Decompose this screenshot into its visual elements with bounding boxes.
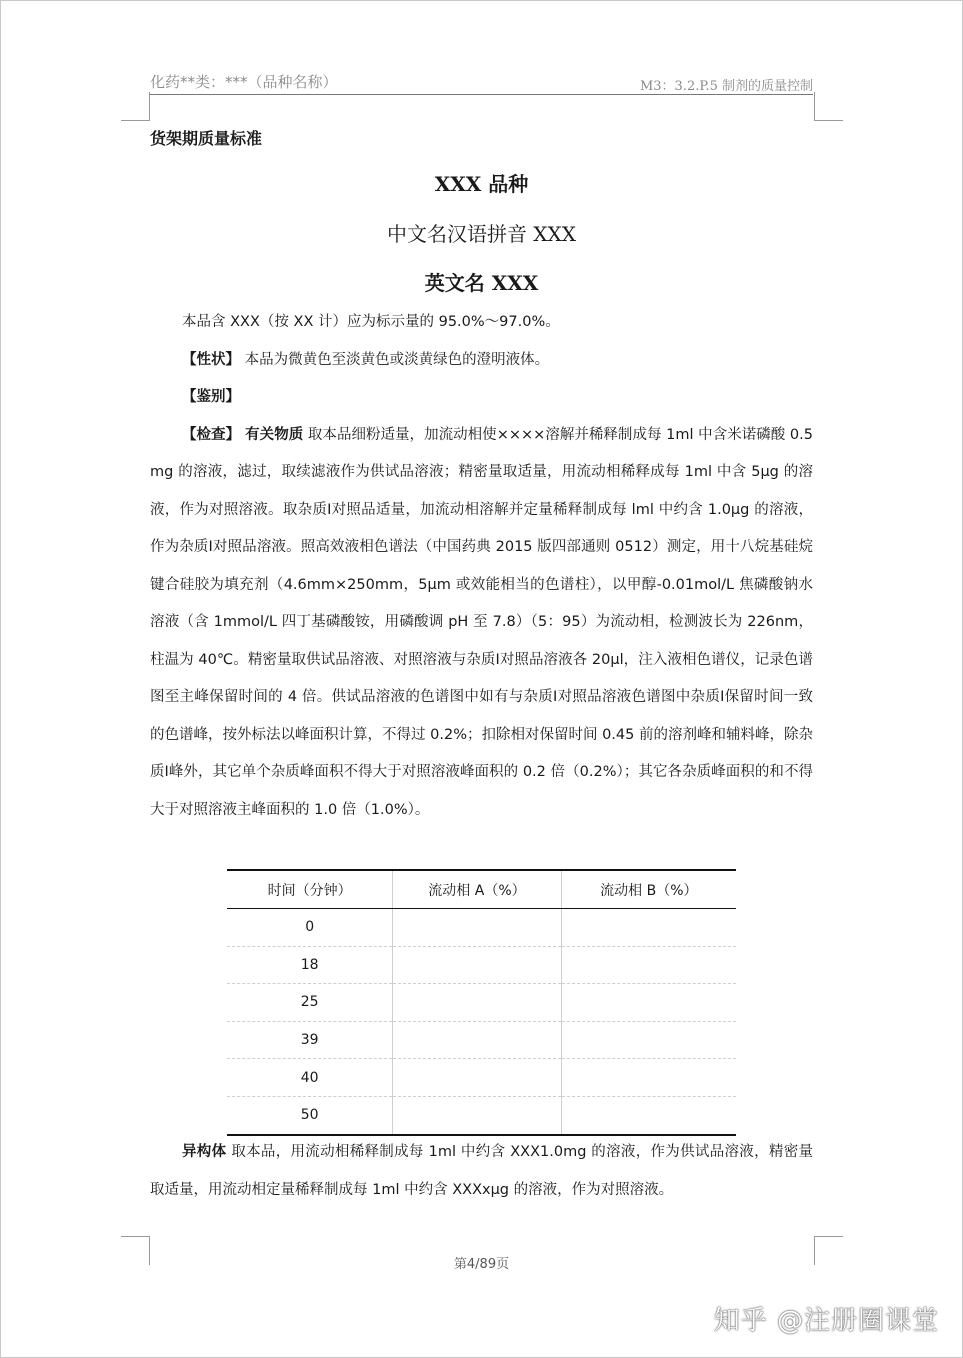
table-row: [227, 946, 736, 984]
impurity-paragraph: [150, 417, 813, 830]
header-rule: [150, 94, 813, 95]
header-right: M3：3.2.P.5 制剂的质量控制: [639, 79, 813, 94]
table-row: [227, 1021, 736, 1059]
page-number: 第4/89页: [453, 1257, 510, 1272]
description-label: 【性状】: [182, 351, 240, 368]
description-paragraph: [150, 342, 813, 380]
table-row: [227, 1059, 736, 1097]
section-title: 货架期质量标准: [150, 129, 263, 148]
table-cell-phase-b: [561, 1096, 736, 1134]
crop-mark-top-right: [814, 92, 843, 121]
table-cell-time: 0: [227, 909, 393, 947]
table-cell-phase-a: [393, 909, 561, 947]
body-text-upper: [150, 304, 813, 829]
table-cell-phase-b: [561, 984, 736, 1022]
table-header-time: 时间（分钟）: [227, 870, 393, 909]
isomer-text: 取本品，用流动相稀释制成每 1ml 中约含 XXX1.0mg 的溶液，作为供试品溶液，精密量取适量，用流动相定量稀释制成每 1ml 中约含 XXXxμg 的溶液，作为对照溶液。: [150, 1144, 813, 1198]
english-name-title: 英文名 XXX: [424, 271, 539, 295]
identification-label: 【鉴别】: [182, 389, 240, 405]
isomer-paragraph: [150, 1134, 813, 1209]
body-text-lower: [150, 1134, 813, 1209]
header-left: 化药**类：***（品种名称）: [150, 73, 338, 91]
table-cell-phase-b: [561, 909, 736, 947]
table-header-phase-a: 流动相 A（%）: [393, 870, 561, 909]
table-header-phase-b: 流动相 B（%）: [561, 870, 736, 909]
table-cell-phase-a: [393, 984, 561, 1022]
gradient-table-grid: [227, 869, 736, 1136]
table-cell-phase-a: [393, 1021, 561, 1059]
table-row: [227, 909, 736, 947]
impurity-text: 取本品细粉适量，加流动相使××××溶解并稀释制成每 1ml 中含米诺磷酸 0.5 mg 的溶液，滤过，取续滤液作为供试品溶液；精密量取适量，用流动相稀释成每 1ml 中含 5μg 的溶液，作为对照溶液。取杂质Ⅰ对照品适量，加流动相溶解并定量稀释制成每 lml 中约含 1.0μg 的溶液，作为杂质Ⅰ对照品溶液。照高效液相色谱法（中国药典 2015 版四部通则 0512）测定，用十八烷基硅烷键合硅胶为填充剂（4.6mm×250mm，5μm 或效能相当的色谱柱），以甲醇-0.01mol/L 焦磷酸钠水溶液（含 1mmol/L 四丁基磷酸铵，用磷酸调 pH 至 7.8）（5：95）为流动相，检测波长为 226nm，柱温为 40℃。精密量取供试品溶液、对照溶液与杂质Ⅰ对照品溶液各 20μl，注入液相色谱仪，记录色谱图至主峰保留时间的 4 倍。供试品溶液的色谱图中如有与杂质Ⅰ对照品溶液色谱图中杂质Ⅰ保留时间一致的色谱峰，按外标法以峰面积计算，不得过 0.2%；扣除相对保留时间 0.45 前的溶剂峰和辅料峰，除杂质Ⅰ峰外，其它单个杂质峰面积不得大于对照溶液峰面积的 0.2 倍（0.2%）；其它各杂质峰面积的和不得大于对照溶液主峰面积的 1.0 倍（1.0%）。: [150, 426, 813, 818]
table-cell-time: 40: [227, 1059, 393, 1097]
table-row: [227, 984, 736, 1022]
table-cell-phase-a: [393, 1096, 561, 1134]
table-cell-phase-b: [561, 946, 736, 984]
table-cell-phase-a: [393, 946, 561, 984]
table-cell-phase-b: [561, 1059, 736, 1097]
identification-paragraph: [150, 379, 813, 417]
product-title: XXX 品种: [434, 172, 529, 196]
crop-mark-top-left: [121, 92, 150, 121]
gradient-table: [227, 869, 736, 1136]
table-cell-phase-a: [393, 1059, 561, 1097]
table-cell-time: 18: [227, 946, 393, 984]
impurity-label: 【检查】 有关物质: [182, 426, 304, 443]
content-paragraph: 本品含 XXX（按 XX 计）应为标示量的 95.0%～97.0%。: [182, 314, 560, 330]
table-cell-phase-b: [561, 1021, 736, 1059]
table-cell-time: 50: [227, 1096, 393, 1134]
description-text: 本品为微黄色至淡黄色或淡黄绿色的澄明液体。: [240, 351, 550, 368]
watermark: 知乎 @注册圈课堂: [713, 1306, 939, 1336]
chinese-name-title: 中文名汉语拼音 XXX: [386, 222, 577, 246]
isomer-label: 异构体: [182, 1144, 227, 1160]
table-cell-time: 25: [227, 984, 393, 1022]
table-row: [227, 1096, 736, 1134]
table-cell-time: 39: [227, 1021, 393, 1059]
